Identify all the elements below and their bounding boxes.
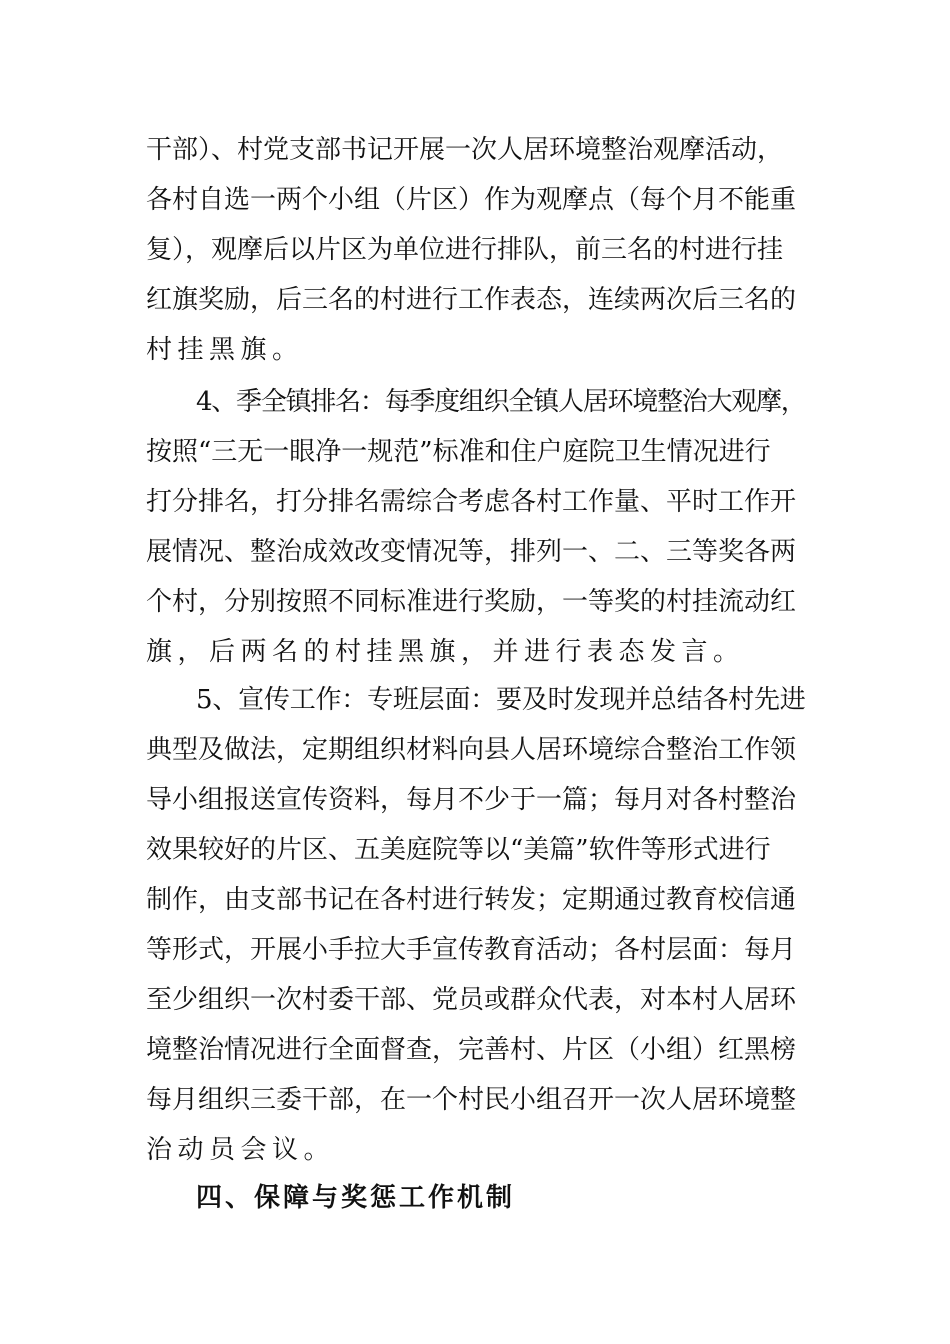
paragraph-line: 红旗奖励，后三名的村进行工作表态，连续两次后三名的 bbox=[146, 285, 797, 315]
paragraph-line: 复），观摩后以片区为单位进行排队，前三名的村进行挂 bbox=[146, 235, 784, 265]
paragraph-line: 治动员会议。 bbox=[146, 1135, 336, 1165]
paragraph-line: 每月组织三委干部，在一个村民小组召开一次人居环境整 bbox=[146, 1085, 797, 1115]
paragraph-line: 个村，分别按照不同标准进行奖励，一等奖的村挂流动红 bbox=[146, 587, 797, 617]
paragraph-line: 5、宣传工作：专班层面：要及时发现并总结各村先进 bbox=[196, 685, 806, 715]
paragraph-line: 4、季全镇排名：每季度组织全镇人居环境整治大观摩， bbox=[196, 387, 806, 417]
paragraph-line: 展情况、整治成效改变情况等，排列一、二、三等奖各两 bbox=[146, 537, 797, 567]
paragraph-line: 效果较好的片区、五美庭院等以“美篇”软件等形式进行 bbox=[146, 835, 771, 865]
paragraph-line: 各村自选一两个小组（片区）作为观摩点（每个月不能重 bbox=[146, 185, 797, 215]
paragraph-line: 打分排名，打分排名需综合考虑各村工作量、平时工作开 bbox=[146, 487, 797, 517]
paragraph-line: 境整治情况进行全面督查，完善村、片区（小组）红黑榜 bbox=[146, 1035, 797, 1065]
paragraph-line: 至少组织一次村委干部、党员或群众代表，对本村人居环 bbox=[146, 985, 797, 1015]
paragraph-line: 按照“三无一眼净一规范”标准和住户庭院卫生情况进行 bbox=[146, 437, 771, 467]
paragraph-line: 等形式，开展小手拉大手宣传教育活动；各村层面：每月 bbox=[146, 935, 797, 965]
paragraph-line: 干部）、村党支部书记开展一次人居环境整治观摩活动， bbox=[146, 135, 784, 165]
section-heading: 四、保障与奖惩工作机制 bbox=[196, 1183, 516, 1213]
paragraph-line: 导小组报送宣传资料，每月不少于一篇；每月对各村整治 bbox=[146, 785, 797, 815]
paragraph-line: 制作，由支部书记在各村进行转发；定期通过教育校信通 bbox=[146, 885, 797, 915]
paragraph-line: 村挂黑旗。 bbox=[146, 335, 304, 365]
paragraph-line: 旗，后两名的村挂黑旗，并进行表态发言。 bbox=[146, 637, 745, 667]
paragraph-line: 典型及做法，定期组织材料向县人居环境综合整治工作领 bbox=[146, 735, 797, 765]
